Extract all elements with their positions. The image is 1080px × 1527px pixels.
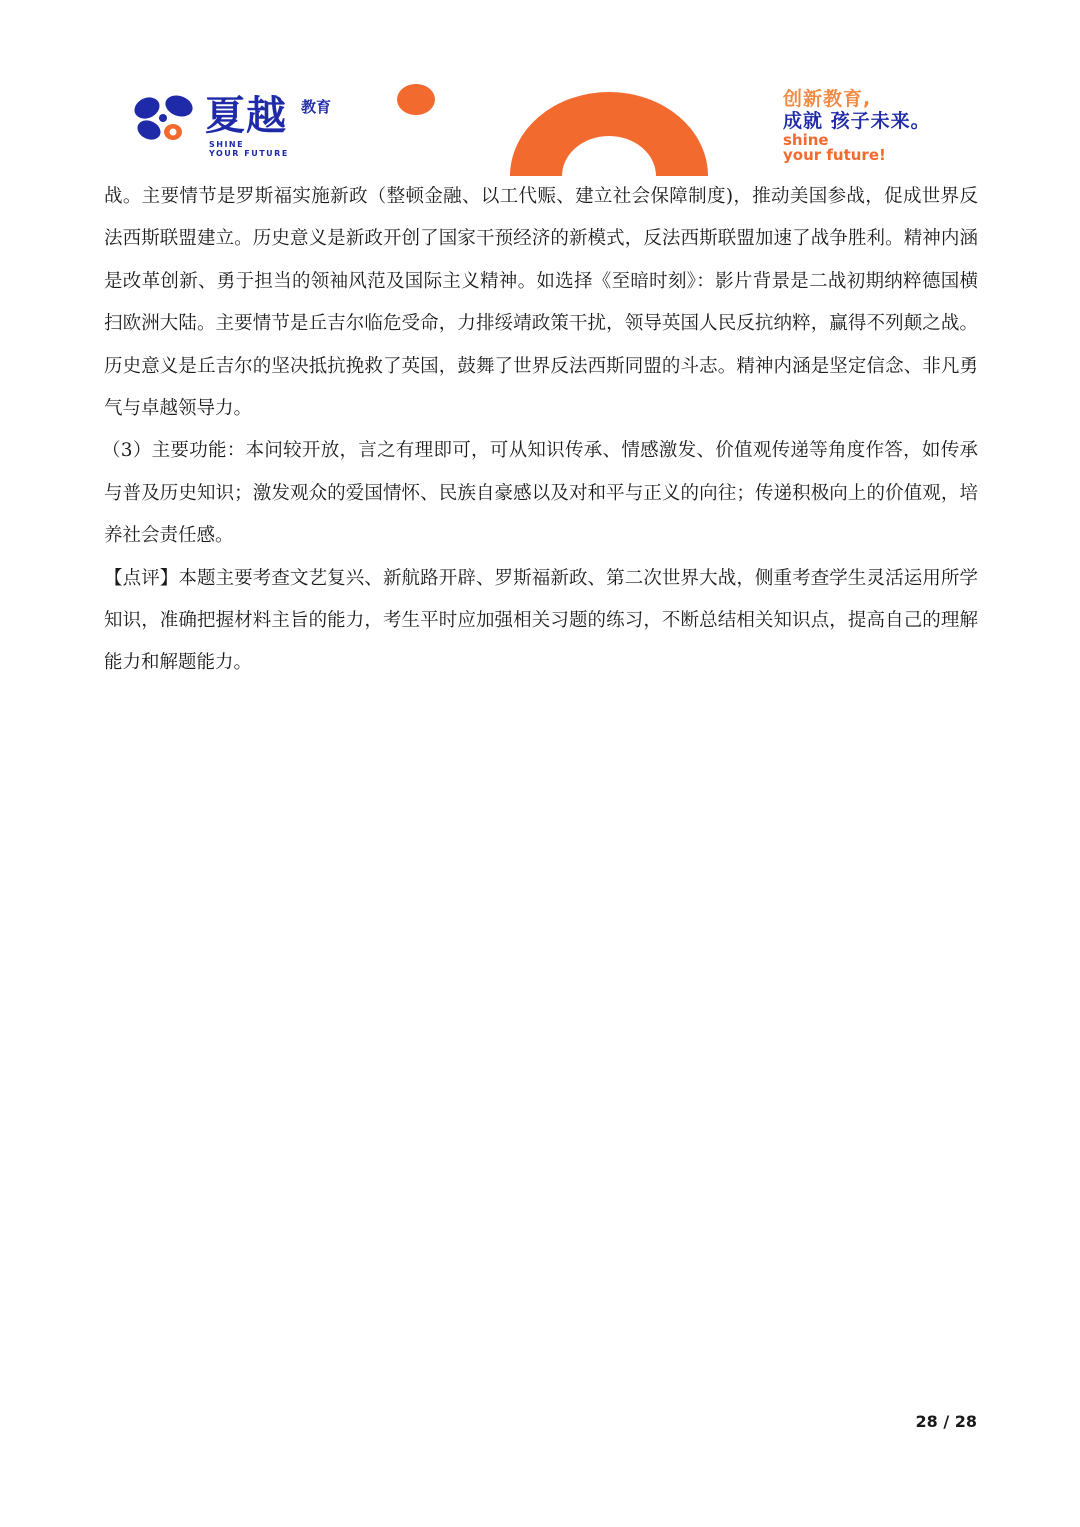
paragraph-answer-3: （3）主要功能：本问较开放，言之有理即可，可从知识传承、情感激发、价值观传递等角度作答，如传承与普及历史知识；激发观众的爱国情怀、民族自豪感以及对和平与正义的向往；传递积极向上的价值观，培养社会责任感。 [102, 440, 978, 547]
decorative-dot [397, 84, 435, 115]
document-body [104, 176, 978, 685]
brand-name: 夏越 [205, 93, 287, 139]
slogan-line-4: your future! [783, 146, 886, 164]
brand-subtitle: 教育 [301, 98, 332, 116]
page-number: 28 / 28 [915, 1412, 977, 1431]
slogan-block [783, 88, 983, 163]
flower-logo-icon [133, 94, 197, 142]
paragraph-answer-continued: 战。主要情节是罗斯福实施新政（整顿金融、以工代赈、建立社会保障制度)，推动美国参战，促成世界反法西斯联盟建立。历史意义是新政开创了国家干预经济的新模式，反法西斯联盟加速了战争胜利。精神内涵是改革创新、勇于担当的领袖风范及国际主义精神。如选择《至暗时刻》：影片背景是二战初期纳粹德国横扫欧洲大陆。主要情节是丘吉尔临危受命，力排绥靖政策干扰，领导英国人民反抗纳粹，赢得不列颠之战。历史意义是丘吉尔的坚决抵抗挽救了英国，鼓舞了世界反法西斯同盟的斗志。精神内涵是坚定信念、非凡勇气与卓越领导力。 [104, 186, 978, 420]
arch-shape-icon [510, 92, 708, 176]
slogan-line-3: shine [783, 131, 829, 149]
paragraph-comment: 【点评】本题主要考查文艺复兴、新航路开辟、罗斯福新政、第二次世界大战，侧重考查学生灵活运用所学知识，准确把握材料主旨的能力，考生平时应加强相关习题的练习，不断总结相关知识点，提高自己的理解能力和解题能力。 [104, 567, 978, 674]
brand-tagline [209, 140, 329, 158]
brand-logo [133, 92, 353, 162]
decorative-arch [510, 92, 708, 176]
brand-tagline-line1: SHINE [209, 140, 245, 149]
brand-tagline-line2: YOUR FUTURE [209, 149, 289, 158]
slogan-line-1: 创新教育, [783, 88, 872, 110]
slogan-line-2: 成就 孩子未来。 [783, 110, 931, 132]
page-header [0, 0, 1080, 180]
